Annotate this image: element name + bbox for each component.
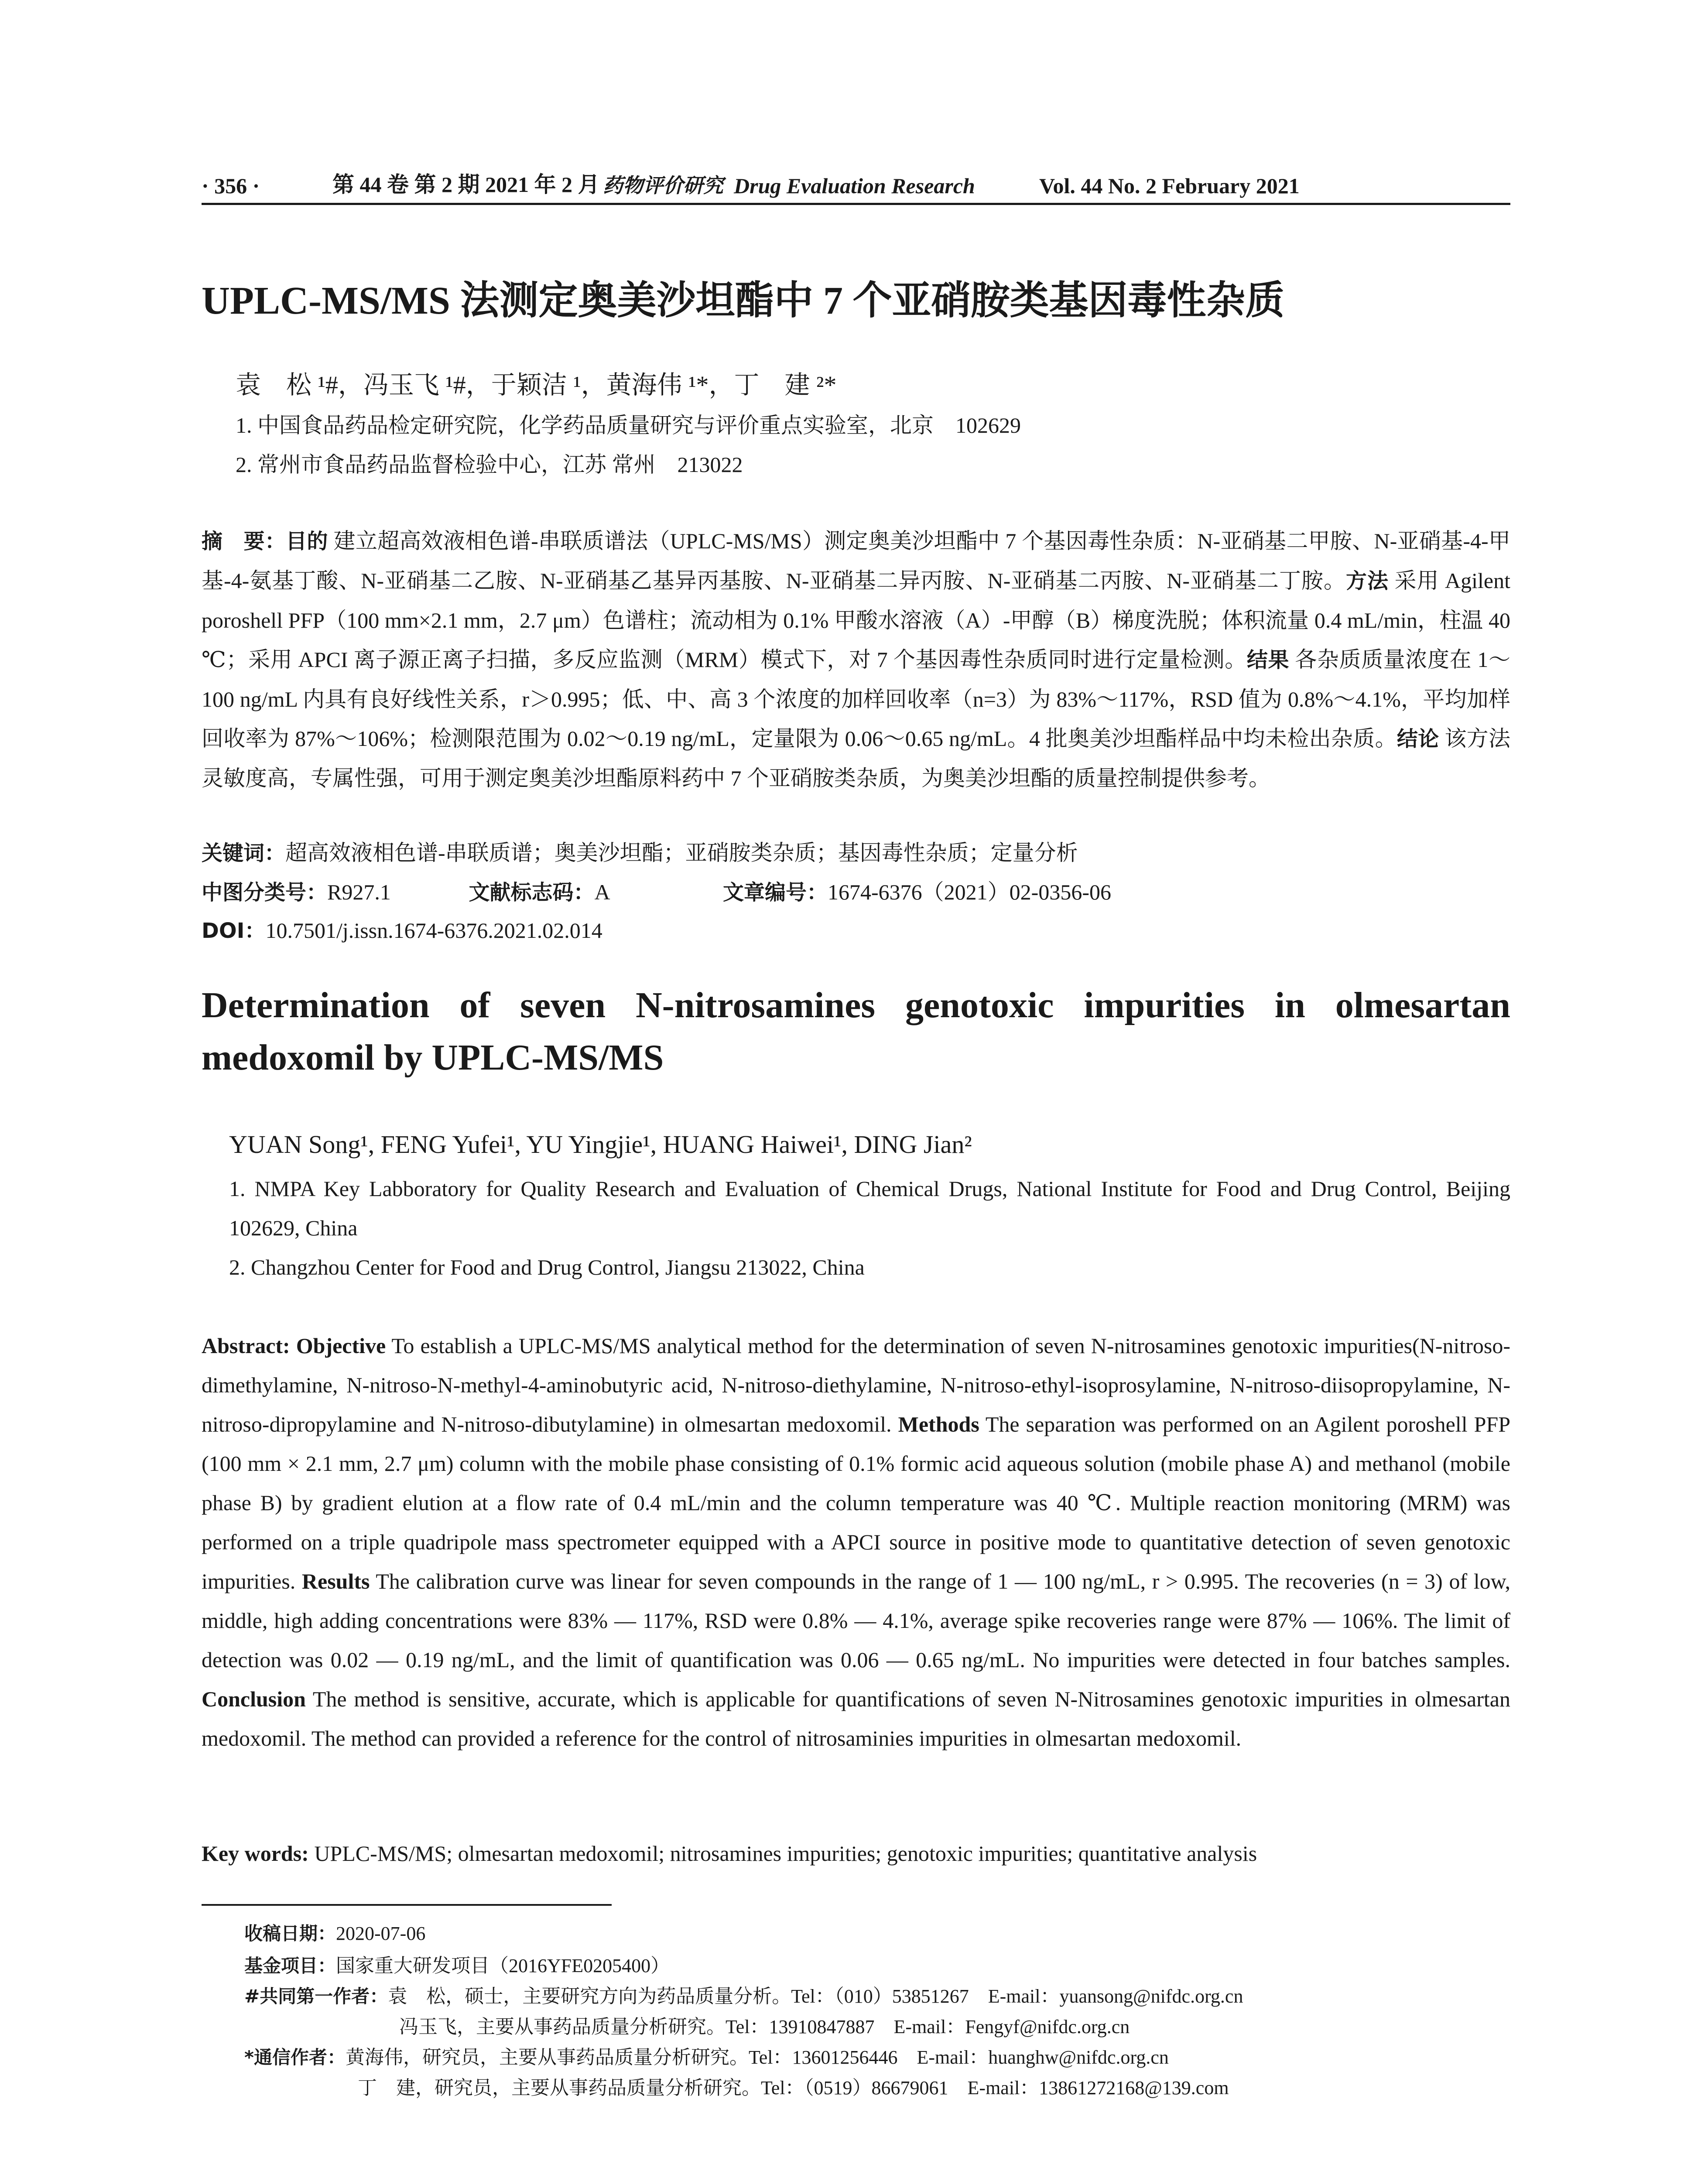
- methods-label-en: Methods: [898, 1412, 979, 1436]
- page-number: · 356 ·: [202, 174, 260, 198]
- received-date: [244, 1919, 425, 1945]
- fund-label: 基金项目：: [244, 1955, 336, 1976]
- abstract-en: [202, 1326, 1510, 1758]
- methods-text-en: The separation was performed on an Agilent poroshell PFP (100 mm × 2.1 mm, 2.7 μm) column with the mobile phase consisting of 0.1% formic acid aqueous solution (mobile phase A) and methanol (mobile phase B) by gradient elution at a flow rate of 0.4 mL/min and the column temperature was 40 ℃. Multiple reaction monitoring (MRM) was performed on a triple quadripole mass spectrometer equipped with a APCI source in positive mode to quantitative detection of seven genotoxic impurities.: [202, 1412, 1511, 1593]
- issue-info-cn: 第 44 卷 第 2 期 2021 年 2 月: [332, 172, 600, 197]
- clc-label: 中图分类号：: [202, 880, 328, 905]
- objective-text-cn: 建立超高效液相色谱-串联质谱法（UPLC-MS/MS）测定奥美沙坦酯中 7 个基因毒性杂质：N-亚硝基二甲胺、N-亚硝基-4-甲基-4-氨基丁酸、N-亚硝基二乙胺、N-亚硝基乙基异丙基胺、N-亚硝基二异丙胺、N-亚硝基二丙胺、N-亚硝基二丁胺。: [202, 529, 1510, 593]
- doc-code-label: 文献标志码：: [469, 880, 595, 905]
- keywords-cn: [202, 835, 1078, 867]
- journal-logo-cn: 药物评价研究: [603, 174, 723, 197]
- co-first-line-2: 冯玉飞，主要从事药品质量分析研究。Tel：13910847887 E-mail：Fengyf@nifdc.org.cn: [399, 2016, 1130, 2037]
- authors-cn: 袁 松 ¹#，冯玉飞 ¹#，于颖洁 ¹，黄海伟 ¹*，丁 建 ²*: [236, 371, 837, 399]
- clc-value: R927.1: [327, 880, 391, 904]
- objective-label-en: Objective: [296, 1333, 386, 1358]
- conclusion-text-cn: 该方法灵敏度高，专属性强，可用于测定奥美沙坦酯原料药中 7 个亚硝胺类杂质，为奥美沙坦酯的质量控制提供参考。: [202, 726, 1510, 790]
- running-header: [202, 168, 1510, 198]
- header-rule: [202, 203, 1510, 205]
- keywords-text-en: UPLC-MS/MS; olmesartan medoxomil; nitrosamines impurities; genotoxic impurities; quantitative analysis: [314, 1841, 1257, 1866]
- conclusion-label-en: Conclusion: [202, 1687, 306, 1711]
- results-label-en: Results: [301, 1569, 370, 1593]
- results-label-cn: 结果: [1246, 648, 1290, 672]
- abstract-label-en: Abstract:: [202, 1333, 290, 1358]
- received-value: 2020-07-06: [336, 1923, 426, 1944]
- affiliation-en-1: 1. NMPA Key Labboratory for Quality Research and Evaluation of Chemical Drugs, National Institute for Food and Drug Control, Beijing 102629, China: [229, 1176, 1510, 1240]
- objective-label-cn: 目的: [286, 529, 328, 554]
- results-text-en: The calibration curve was linear for seven compounds in the range of 1 — 100 ng/mL, r > 0.995. The recoveries (n = 3) of low, middle, high adding concentrations were 83% — 117%, RSD were 0.8% — 4.1%, average spike recoveries range were 87% — 106%. The limit of detection was 0.02 — 0.19 ng/mL, and the limit of quantification was 0.06 — 0.65 ng/mL. No impurities were detected in four batches samples.: [202, 1569, 1510, 1672]
- authors-en: YUAN Song¹, FENG Yufei¹, YU Yingjie¹, HUANG Haiwei¹, DING Jian²: [229, 1130, 972, 1159]
- methods-text-cn: 采用 Agilent poroshell PFP（100 mm×2.1 mm，2.7 μm）色谱柱；流动相为 0.1% 甲酸水溶液（A）-甲醇（B）梯度洗脱；体积流量 0.4 mL/min，柱温 40 ℃；采用 APCI 离子源正离子扫描，多反应监测（MRM）模式下，对 7 个基因毒性杂质同时进行定量检测。: [202, 568, 1510, 672]
- doi-label: DOI：: [202, 919, 266, 943]
- title-en: Determination of seven N-nitrosamines genotoxic impurities in olmesartan medoxomil by UPLC-MS/MS: [202, 985, 1510, 1078]
- title-cn: UPLC-MS/MS 法测定奥美沙坦酯中 7 个亚硝胺类基因毒性杂质: [202, 279, 1285, 322]
- co-first-label: #共同第一作者：: [244, 1986, 388, 2007]
- volume-info-en: Vol. 44 No. 2 February 2021: [1039, 174, 1300, 198]
- received-label: 收稿日期：: [244, 1923, 336, 1944]
- keywords-label-en: Key words:: [202, 1841, 309, 1866]
- affiliation-cn-2: 2. 常州市食品药品监督检验中心，江苏 常州 213022: [236, 452, 743, 477]
- fund-value: 国家重大研发项目（2016YFE0205400）: [336, 1955, 670, 1976]
- results-text-cn: 各杂质质量浓度在 1～100 ng/mL 内具有良好线性关系，r＞0.995；低、中、高 3 个浓度的加样回收率（n=3）为 83%～117%，RSD 值为 0.8%～4.1%，平均加样回收率为 87%～106%；检测限范围为 0.02～0.19 ng/mL，定量限为 0.06～0.65 ng/mL。4 批奥美沙坦酯样品中均未检出杂质。: [202, 647, 1510, 751]
- fund-project: [244, 1950, 670, 1978]
- co-first-line-1: 袁 松，硕士，主要研究方向为药品质量分析。Tel：（010）53851267 E-mail：yuansong@nifdc.org.cn: [388, 1986, 1243, 2007]
- footnote-rule: [202, 1904, 612, 1906]
- objective-text-en: To establish a UPLC-MS/MS analytical method for the determination of seven N-nitrosamines genotoxic impurities(N-nitroso-dimethylamine, N-nitroso-N-methyl-4-aminobutyric acid, N-nitroso-diethylamine, N-nitroso-ethyl-isoprosylamine, N-nitroso-diisopropylamine, N-nitroso-dipropylamine and N-nitroso-dibutylamine) in olmesartan medoxomil.: [202, 1333, 1510, 1436]
- classification-row: [202, 875, 1111, 906]
- corresponding-label: *通信作者：: [244, 2047, 346, 2068]
- co-first-authors: [244, 1980, 1243, 2008]
- keywords-text-cn: 超高效液相色谱-串联质谱；奥美沙坦酯；亚硝胺类杂质；基因毒性杂质；定量分析: [285, 841, 1078, 865]
- doi-row: [202, 914, 602, 944]
- keywords-en: [202, 1841, 1257, 1866]
- corresponding-line-1: 黄海伟，研究员，主要从事药品质量分析研究。Tel：13601256446 E-mail：huanghw@nifdc.org.cn: [345, 2047, 1169, 2068]
- article-number-label: 文章编号：: [723, 880, 828, 905]
- methods-label-cn: 方法: [1346, 569, 1389, 593]
- corresponding-authors: [244, 2041, 1169, 2069]
- doi-value: 10.7501/j.issn.1674-6376.2021.02.014: [265, 918, 602, 943]
- doc-code-value: A: [594, 880, 610, 904]
- corresponding-line-2: 丁 建，研究员，主要从事药品质量分析研究。Tel：（0519）86679061 E-mail：13861272168@139.com: [358, 2077, 1229, 2099]
- abstract-cn: [202, 521, 1510, 798]
- keywords-label-cn: 关键词：: [202, 841, 286, 865]
- affiliation-cn-1: 1. 中国食品药品检定研究院，化学药品质量研究与评价重点实验室，北京 102629: [236, 413, 1021, 438]
- conclusion-label-cn: 结论: [1397, 727, 1439, 751]
- conclusion-text-en: The method is sensitive, accurate, which is applicable for quantifications of seven N-Nitrosamines genotoxic impurities in olmesartan medoxomil. The method can provided a reference for the control of nitrosaminies impurities in olmesartan medoxomil.: [202, 1687, 1510, 1750]
- article-number-value: 1674-6376（2021）02-0356-06: [828, 880, 1111, 904]
- journal-name-en: Drug Evaluation Research: [734, 174, 975, 198]
- affiliation-en-2: 2. Changzhou Center for Food and Drug Control, Jiangsu 213022, China: [229, 1255, 865, 1279]
- abstract-label-cn: 摘 要：: [202, 529, 286, 554]
